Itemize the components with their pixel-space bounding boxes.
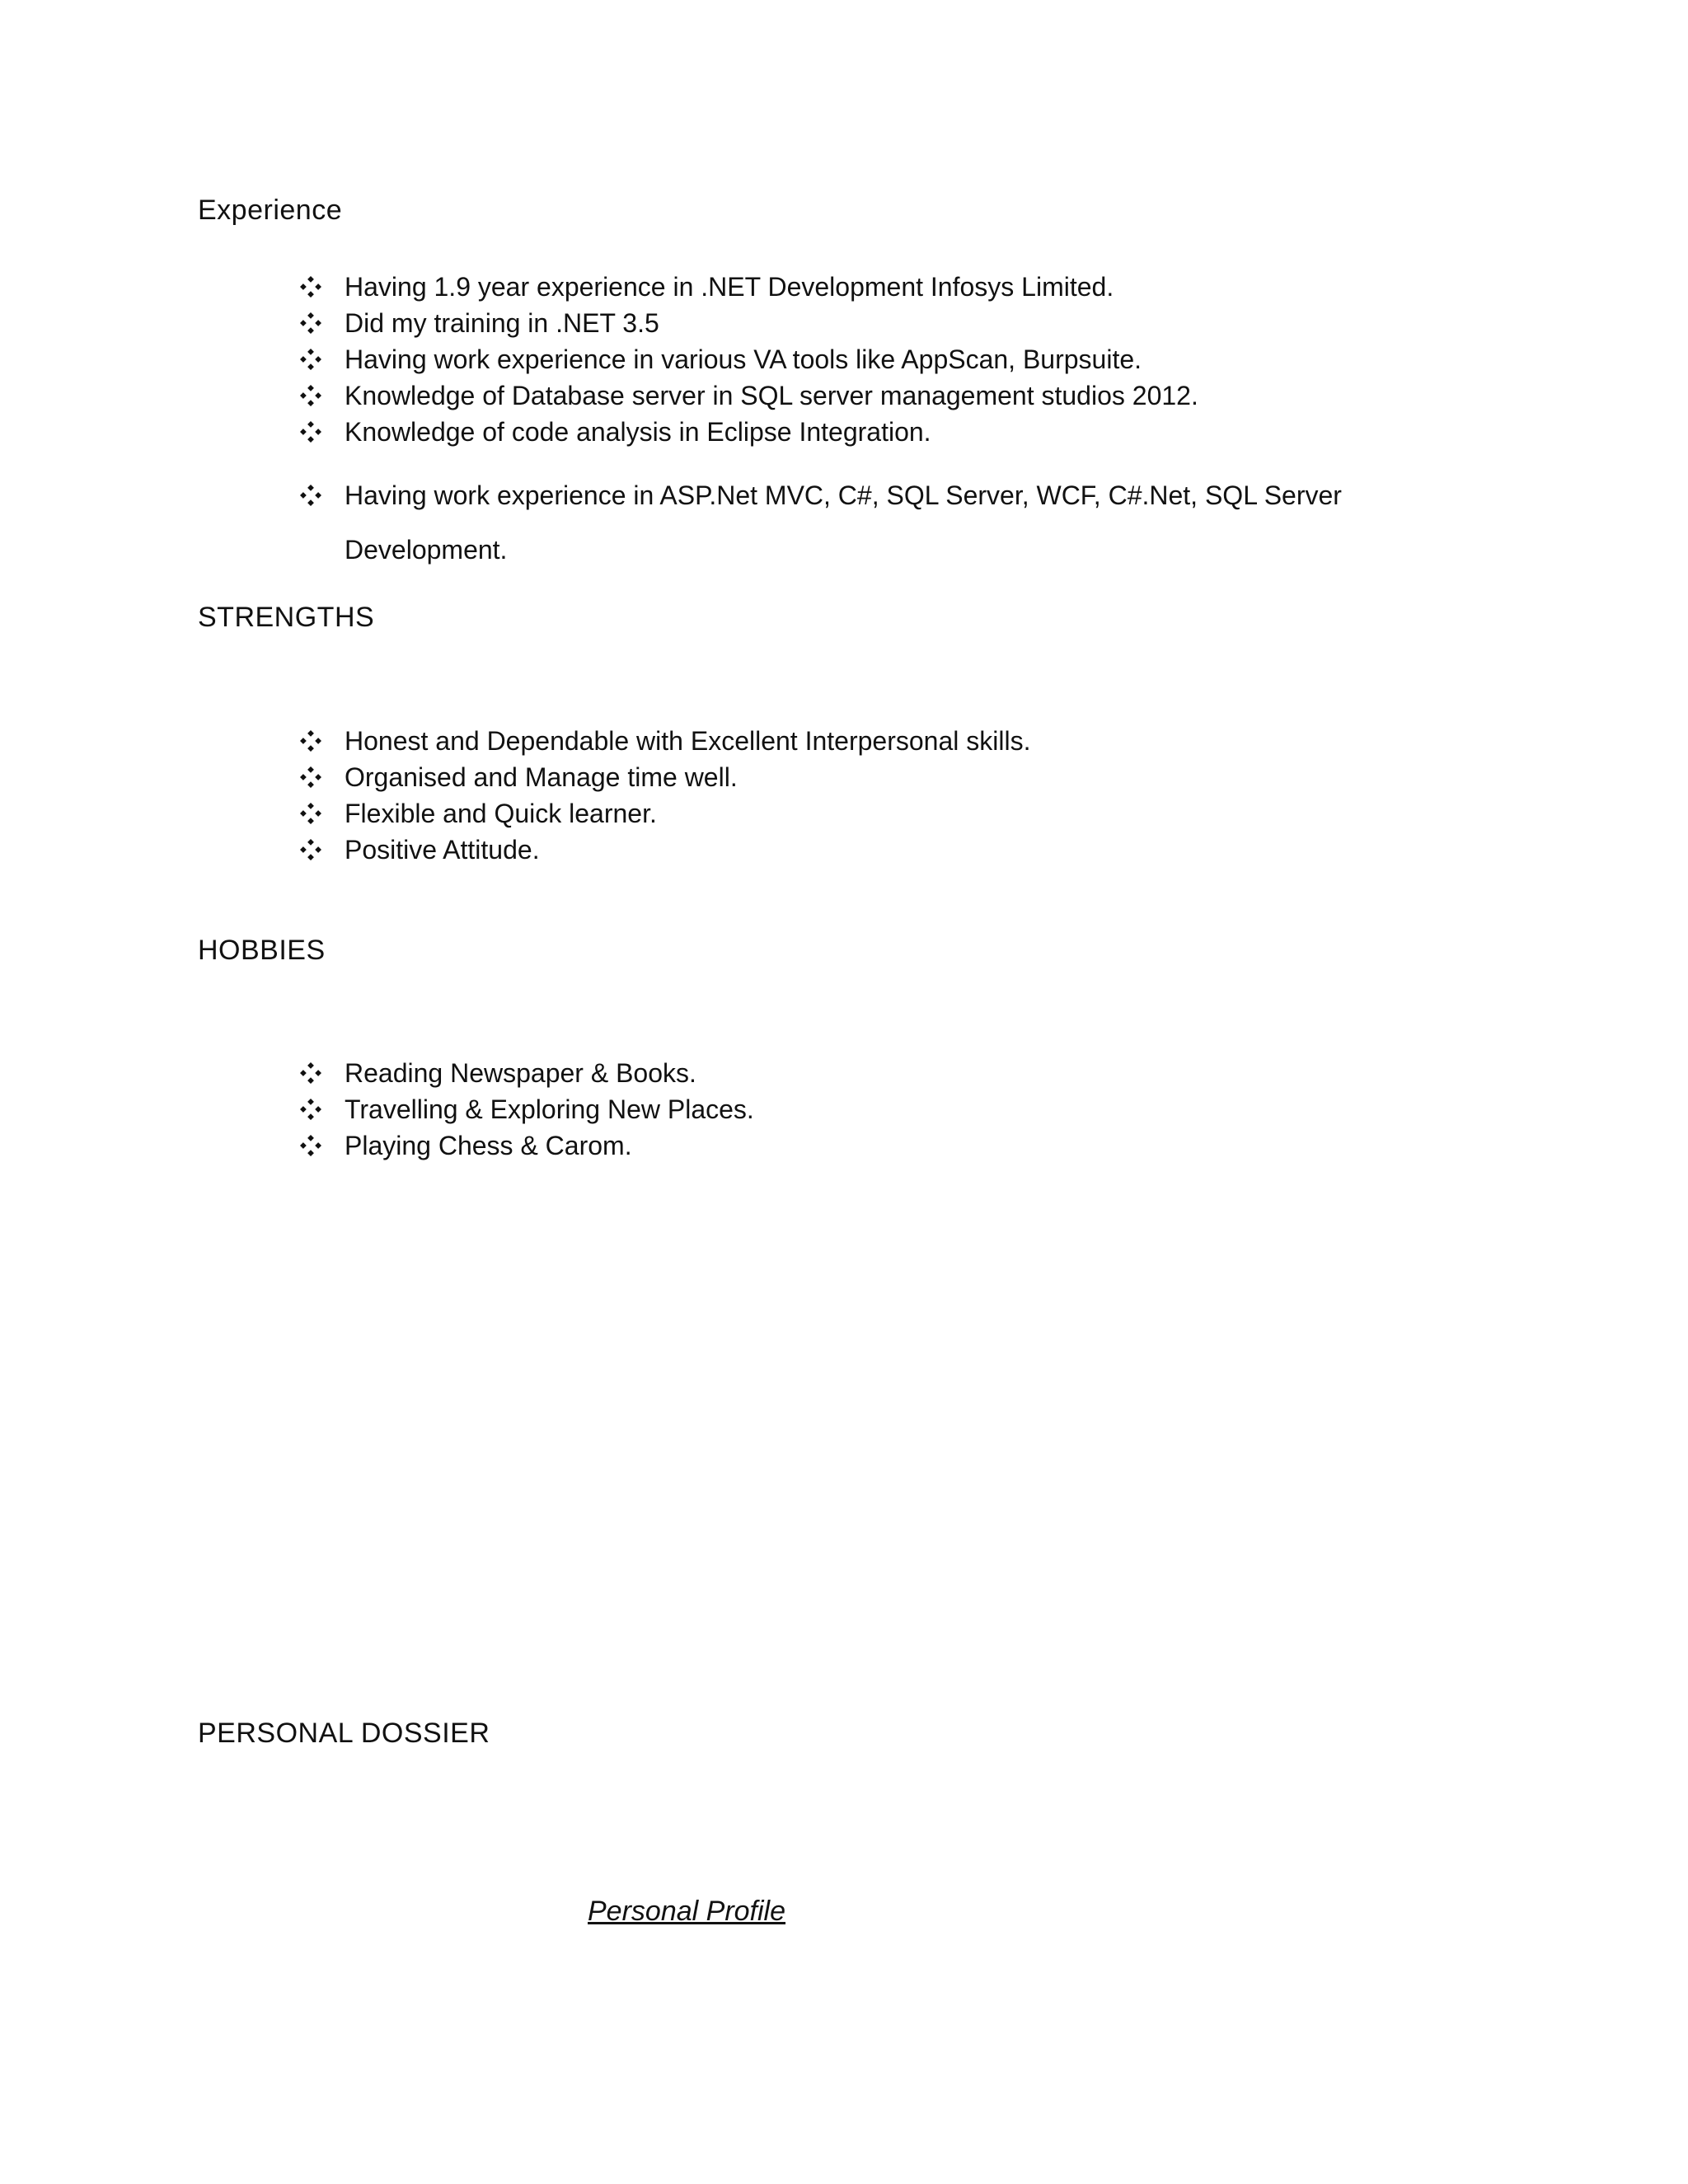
strengths-heading: STRENGTHS [198, 602, 375, 633]
list-item [297, 468, 1383, 577]
experience-heading: Experience [198, 194, 343, 226]
four-diamond-bullet-icon [297, 468, 325, 523]
list-item [297, 414, 1383, 450]
four-diamond-bullet-icon [297, 1091, 325, 1127]
list-item-text: Travelling & Exploring New Places. [345, 1094, 754, 1124]
hobbies-heading: HOBBIES [198, 935, 326, 966]
list-item-text: Having work experience in various VA tools like AppScan, Burpsuite. [345, 344, 1142, 374]
four-diamond-bullet-icon [297, 759, 325, 795]
list-item-text: Honest and Dependable with Excellent Interpersonal skills. [345, 726, 1031, 756]
four-diamond-bullet-icon [297, 269, 325, 305]
personal-profile-title: Personal Profile [588, 1896, 786, 1927]
list-item-text: Organised and Manage time well. [345, 762, 738, 792]
list-item-text: Knowledge of code analysis in Eclipse Integration. [345, 417, 931, 447]
four-diamond-bullet-icon [297, 414, 325, 450]
four-diamond-bullet-icon [297, 832, 325, 868]
four-diamond-bullet-icon [297, 305, 325, 341]
list-item-text: Having 1.9 year experience in .NET Development Infosys Limited. [345, 272, 1114, 302]
list-item-text: Positive Attitude. [345, 835, 540, 865]
list-item-text: Reading Newspaper & Books. [345, 1058, 696, 1088]
list-item [297, 269, 1383, 305]
list-item-text: Did my training in .NET 3.5 [345, 308, 659, 338]
four-diamond-bullet-icon [297, 377, 325, 414]
personal-dossier-heading: PERSONAL DOSSIER [198, 1718, 490, 1749]
list-item [297, 377, 1383, 414]
list-item-text: Having work experience in ASP.Net MVC, C#, SQL Server, WCF, C#.Net, SQL Server Development. [345, 480, 1342, 565]
four-diamond-bullet-icon [297, 341, 325, 377]
four-diamond-bullet-icon [297, 795, 325, 832]
list-item [297, 341, 1383, 377]
list-item [297, 305, 1383, 341]
four-diamond-bullet-icon [297, 1055, 325, 1091]
list-item-text: Knowledge of Database server in SQL server management studios 2012. [345, 381, 1198, 410]
list-item-text: Playing Chess & Carom. [345, 1131, 632, 1160]
experience-list [297, 269, 1383, 577]
four-diamond-bullet-icon [297, 1127, 325, 1164]
four-diamond-bullet-icon [297, 723, 325, 759]
list-item-text: Flexible and Quick learner. [345, 799, 657, 828]
